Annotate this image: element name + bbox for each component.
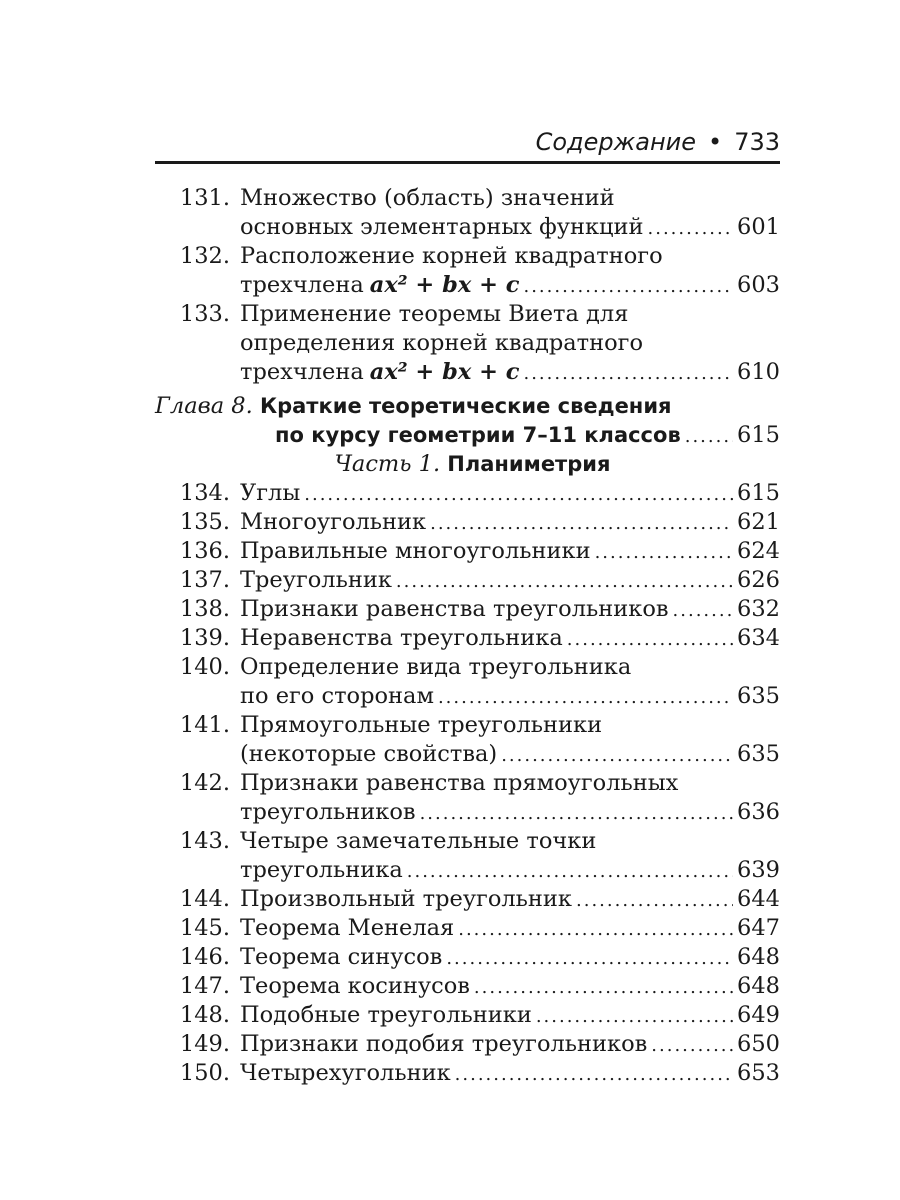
toc-entry-line <box>155 358 780 387</box>
toc-entry[interactable] <box>155 479 780 508</box>
toc-entry-title: Расположение корней квадратного <box>240 243 663 269</box>
toc-entry-line <box>155 1059 780 1088</box>
toc-leader-dots <box>501 741 733 770</box>
toc-entry-number: 138. <box>179 596 230 622</box>
toc-entry-page-number: 648 <box>737 944 780 970</box>
toc-entry-page-number: 653 <box>737 1060 780 1086</box>
toc-entry-title: Прямоугольные треугольники <box>240 712 603 738</box>
toc-entry-number: 140. <box>179 654 230 680</box>
toc-leader-dots <box>420 799 733 828</box>
toc-entry-title: Подобные треугольники <box>240 1002 532 1028</box>
toc-leader-dots <box>651 1031 733 1060</box>
toc-entry-number: 146. <box>179 944 230 970</box>
toc-entry-number: 135. <box>179 509 230 535</box>
toc-entry-number: 134. <box>179 480 230 506</box>
toc-entry[interactable] <box>155 566 780 595</box>
running-head <box>155 122 780 162</box>
toc-entry-number: 137. <box>179 567 230 593</box>
toc-entry-line <box>155 914 780 943</box>
toc-entry-number: 141. <box>179 712 230 738</box>
toc-leader-dots <box>536 1002 733 1031</box>
toc-entry-title: (некоторые свойства) <box>240 741 498 767</box>
toc-entry-formula: ax² + bx + c <box>369 272 520 298</box>
chapter-title-line-2: по курсу геометрии 7–11 классов <box>275 423 681 447</box>
chapter-leader-dots <box>685 422 733 451</box>
toc-entry-title: Определение вида треугольника <box>240 654 632 680</box>
toc-entries-after <box>155 479 780 1088</box>
toc-entry-number: 133. <box>179 301 230 327</box>
toc-entry-page-number: 644 <box>737 886 780 912</box>
toc-entry-title: треугольников <box>240 799 416 825</box>
toc-entry-page-number: 626 <box>737 567 780 593</box>
toc-entry[interactable] <box>155 537 780 566</box>
toc-entry-line <box>155 595 780 624</box>
toc-entry-number: 144. <box>179 886 230 912</box>
toc-entry-page-number: 615 <box>737 480 780 506</box>
toc-entry-line <box>155 827 780 856</box>
toc-entry-page-number: 647 <box>737 915 780 941</box>
toc-entry-title: Теорема косинусов <box>240 973 470 999</box>
toc-entry-title: Углы <box>240 480 301 506</box>
toc-entry[interactable] <box>155 711 780 769</box>
toc-entry-number: 131. <box>179 185 230 211</box>
toc-entry-title: Неравенства треугольника <box>240 625 563 651</box>
toc-leader-dots <box>595 538 733 567</box>
toc-entry[interactable] <box>155 653 780 711</box>
toc-entry-line <box>155 856 780 885</box>
toc-entry-line <box>155 769 780 798</box>
toc-leader-dots <box>673 596 734 625</box>
toc-entry-line <box>155 798 780 827</box>
toc-entry-title: трехчлена <box>240 272 364 298</box>
toc-entry-line <box>155 300 780 329</box>
toc-entry-line <box>155 566 780 595</box>
chapter-title-line-1: Краткие теоретические сведения <box>259 394 672 418</box>
toc-entry-page-number: 632 <box>737 596 780 622</box>
toc-entry-number: 150. <box>179 1060 230 1086</box>
table-of-contents <box>155 184 780 1088</box>
toc-entry-title: Теорема синусов <box>240 944 443 970</box>
toc-entry-title: по его сторонам <box>240 683 434 709</box>
toc-entry-line <box>155 624 780 653</box>
toc-entry-line <box>155 682 780 711</box>
toc-entry-line <box>155 972 780 1001</box>
toc-entry-page-number: 636 <box>737 799 780 825</box>
toc-leader-dots <box>458 915 733 944</box>
toc-entry[interactable] <box>155 1059 780 1088</box>
toc-entry-number: 136. <box>179 538 230 564</box>
toc-entry-title: основных элементарных функций <box>240 214 644 240</box>
toc-entry[interactable] <box>155 300 780 387</box>
toc-entry-formula: ax² + bx + c <box>369 359 520 385</box>
toc-entry-title: Четыре замечательные точки <box>240 828 597 854</box>
toc-entry-line <box>155 653 780 682</box>
toc-entry[interactable] <box>155 595 780 624</box>
running-head-page-number: 733 <box>734 128 780 156</box>
header-rule <box>155 161 780 164</box>
toc-leader-dots <box>455 1060 733 1089</box>
toc-entry[interactable] <box>155 885 780 914</box>
toc-entry-line <box>155 271 780 300</box>
chapter-page-number: 615 <box>737 422 780 448</box>
toc-entry-title: треугольника <box>240 857 403 883</box>
running-head-bullet: • <box>708 128 723 156</box>
toc-leader-dots <box>438 683 733 712</box>
toc-entry-title: Теорема Менелая <box>240 915 455 941</box>
toc-leader-dots <box>648 214 734 243</box>
toc-entry-title: Признаки равенства треугольников <box>240 596 669 622</box>
toc-entry-line <box>155 329 780 358</box>
toc-leader-dots <box>474 973 733 1002</box>
toc-entry-number: 148. <box>179 1002 230 1028</box>
chapter-heading[interactable] <box>155 392 780 450</box>
toc-entry-page-number: 649 <box>737 1002 780 1028</box>
toc-leader-dots <box>446 944 733 973</box>
toc-entry[interactable] <box>155 1001 780 1030</box>
toc-leader-dots <box>304 480 733 509</box>
chapter-heading-line-2 <box>155 421 780 450</box>
toc-entries-before <box>155 184 780 387</box>
part-heading <box>155 450 780 479</box>
part-title: Планиметрия <box>447 452 611 476</box>
toc-entry-title: Многоугольник <box>240 509 427 535</box>
chapter-label: Глава 8. <box>155 393 253 419</box>
toc-leader-dots <box>523 359 733 388</box>
toc-entry[interactable] <box>155 242 780 300</box>
toc-entry[interactable] <box>155 827 780 885</box>
part-label: Часть 1. <box>334 451 441 477</box>
toc-entry-title: определения корней квадратного <box>240 330 643 356</box>
toc-leader-dots <box>523 272 733 301</box>
toc-entry-page-number: 635 <box>737 741 780 767</box>
toc-leader-dots <box>567 625 733 654</box>
running-head-title: Содержание <box>535 128 697 156</box>
toc-entry-number: 143. <box>179 828 230 854</box>
toc-entry-number: 139. <box>179 625 230 651</box>
toc-entry-page-number: 639 <box>737 857 780 883</box>
toc-entry[interactable] <box>155 943 780 972</box>
toc-entry-line <box>155 537 780 566</box>
toc-entry-title: Треугольник <box>240 567 392 593</box>
toc-entry[interactable] <box>155 1030 780 1059</box>
toc-entry-number: 132. <box>179 243 230 269</box>
toc-leader-dots <box>396 567 733 596</box>
chapter-heading-line-1 <box>155 392 780 421</box>
toc-entry-title: Множество (область) значений <box>240 185 615 211</box>
toc-entry-title: Применение теоремы Виета для <box>240 301 629 327</box>
toc-entry-title: Признаки подобия треугольников <box>240 1031 648 1057</box>
toc-entry-line <box>155 508 780 537</box>
toc-entry-page-number: 635 <box>737 683 780 709</box>
toc-entry[interactable] <box>155 972 780 1001</box>
toc-entry-title: Произвольный треугольник <box>240 886 572 912</box>
toc-entry[interactable] <box>155 624 780 653</box>
toc-entry[interactable] <box>155 184 780 242</box>
toc-leader-dots <box>576 886 733 915</box>
toc-entry-page-number: 603 <box>737 272 780 298</box>
toc-entry[interactable] <box>155 508 780 537</box>
toc-entry-line <box>155 740 780 769</box>
toc-entry-page-number: 610 <box>737 359 780 385</box>
toc-entry-number: 149. <box>179 1031 230 1057</box>
toc-entry-number: 142. <box>179 770 230 796</box>
toc-entry-page-number: 601 <box>737 214 780 240</box>
toc-entry-number: 145. <box>179 915 230 941</box>
toc-entry-title: Четырехугольник <box>240 1060 451 1086</box>
toc-entry-title: Признаки равенства прямоугольных <box>240 770 679 796</box>
toc-entry-title: трехчлена <box>240 359 364 385</box>
toc-entry-line <box>155 1030 780 1059</box>
toc-entry-page-number: 624 <box>737 538 780 564</box>
toc-entry-line <box>155 184 780 213</box>
toc-entry[interactable] <box>155 769 780 827</box>
toc-entry-line <box>155 1001 780 1030</box>
toc-entry-line <box>155 479 780 508</box>
toc-entry[interactable] <box>155 914 780 943</box>
toc-entry-page-number: 634 <box>737 625 780 651</box>
toc-entry-page-number: 650 <box>737 1031 780 1057</box>
toc-leader-dots <box>430 509 733 538</box>
toc-entry-line <box>155 242 780 271</box>
toc-entry-page-number: 621 <box>737 509 780 535</box>
toc-entry-number: 147. <box>179 973 230 999</box>
toc-leader-dots <box>407 857 733 886</box>
toc-entry-title: Правильные многоугольники <box>240 538 591 564</box>
toc-entry-line <box>155 885 780 914</box>
toc-entry-line <box>155 711 780 740</box>
toc-entry-line <box>155 943 780 972</box>
toc-entry-page-number: 648 <box>737 973 780 999</box>
toc-entry-line <box>155 213 780 242</box>
